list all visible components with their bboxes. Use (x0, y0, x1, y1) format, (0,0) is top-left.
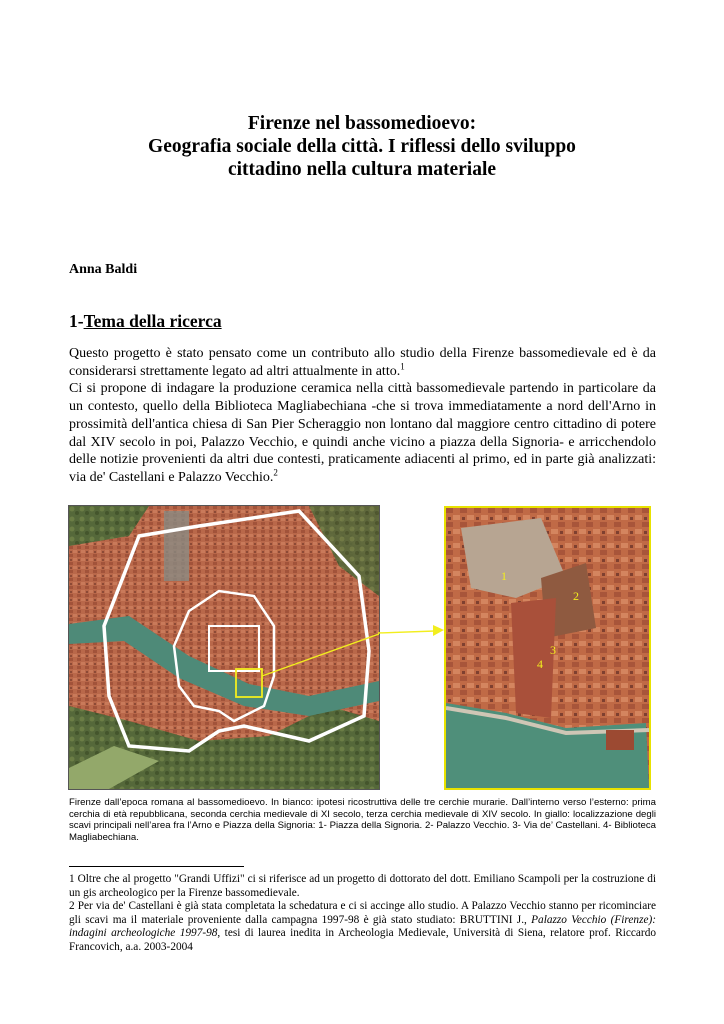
marker-2: 2 (573, 589, 579, 603)
author-name: Anna Baldi (69, 262, 138, 277)
detail-map-svg (446, 508, 649, 788)
paragraph-1 (69, 345, 656, 380)
footnote-ref-1[interactable]: 1 (400, 361, 405, 372)
section-title: Tema della ricerca (83, 311, 222, 331)
section-heading (69, 311, 222, 332)
paragraph-1-text: Questo progetto è stato pensato come un contributo allo studio della Firenze bassomedievale ed è da considerarsi strettamente legato ad altri attualmente in atto. (69, 346, 656, 379)
body-text (69, 345, 656, 487)
section-number: 1- (69, 311, 84, 331)
title-line-1: Firenze nel bassomedioevo: (247, 113, 477, 134)
marker-4: 4 (537, 657, 543, 671)
footnote-ref-2[interactable]: 2 (273, 467, 278, 478)
city-aerial-map (68, 505, 380, 790)
paper-title (0, 112, 724, 181)
title-line-2: Geografia sociale della città. I riflessi dello sviluppo (148, 136, 576, 157)
footnote-1: 1 Oltre che al progetto "Grandi Uffizi" ci si riferisce ad un progetto di dottorato del dott. Emiliano Scampoli per la costruzione di un gis archeologico per la Firenze bassomedievale. (69, 873, 656, 899)
city-map-svg (69, 506, 379, 789)
footnotes (69, 873, 656, 955)
figure-caption: Firenze dall’epoca romana al bassomedioevo. In bianco: ipotesi ricostruttiva delle tre cerchie murarie. Dall’interno verso l’esterno: prima cerchia di età repubblicana, seconda cerchia medievale di XI secolo, terza cerchia medievale di XIV secolo. In giallo: localizzazione degli scavi principali nell’area fra l’Arno e Piazza della Signoria: 1- Piazza della Signoria. 2- Palazzo Vecchio. 3- Via de’ Castellani. 4- Biblioteca Magliabechiana. (69, 797, 656, 843)
footnote-2-text-a: 2 Per via de' Castellani è già stata completata la schedatura e ci si accinge allo studio. A Palazzo Vecchio stanno per ricominciare gli scavi ma il materiale proveniente dalla campagna 1997-98 è già stato studiato: BRUTTINI J., (69, 900, 656, 926)
footnote-2 (69, 900, 656, 954)
detail-aerial-map (444, 506, 651, 790)
paragraph-2 (69, 380, 656, 486)
footnote-divider (69, 866, 244, 867)
marker-3: 3 (550, 643, 556, 657)
paragraph-2-text: Ci si propone di indagare la produzione ceramica nella città bassomedievale partendo in particolare da un contesto, quello della Biblioteca Magliabechiana -che si trova immediatamente a nord dell'Arno in prossimità dell'antica chiesa di San Pier Scheraggio non lontano dal maggiore centro cittadino di potere dal XIV secolo in poi, Palazzo Vecchio, e quindi anche vicino a piazza della Signoria- e arricchendolo delle notizie provenienti da altri due contesti, praticamente adiacenti al primo, ed in parte già analizzati: via de' Castellani e Palazzo Vecchio. (69, 381, 656, 485)
title-line-3: cittadino nella cultura materiale (227, 159, 497, 180)
marker-1: 1 (501, 569, 507, 583)
footnote-2-work-title: Palazzo Vecchio (Firenze): indagini archeologiche 1997-98 (69, 913, 656, 940)
footnote-2-text-b: , tesi di laurea inedita in Archeologia Medievale, Università di Siena, relatore prof. Riccardo Francovich, a.a. 2003-2004 (69, 927, 656, 953)
